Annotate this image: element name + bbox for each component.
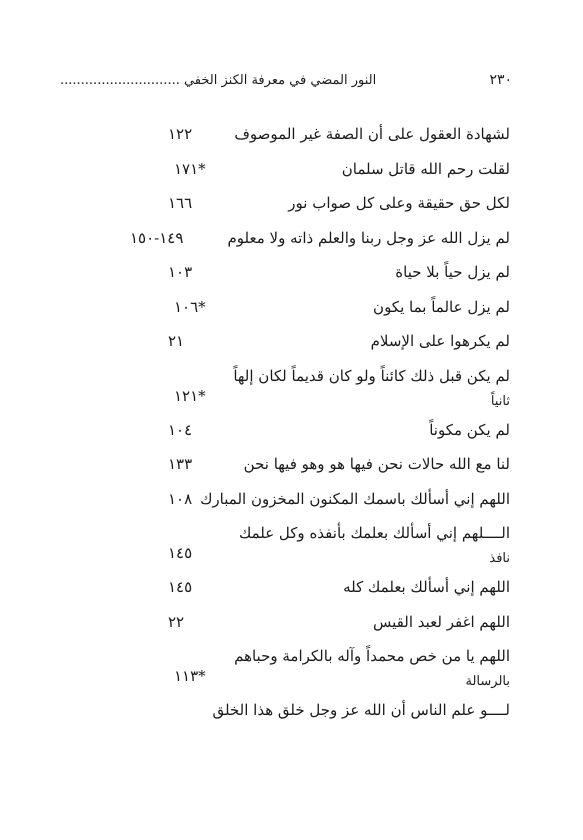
entry-text-continuation: ثانياً — [490, 393, 510, 409]
entry-text: لنا مع الله حالات نحن فيها هو وهو فيها نحن — [243, 455, 510, 473]
page-reference: ٢١ — [168, 332, 185, 350]
page-reference: ٢٢ — [168, 612, 185, 631]
entry-text: لــــو علم الناس أن الله عز وجل خلق هذا الخلق — [212, 701, 510, 719]
page-reference: ١٠٦* — [174, 297, 206, 316]
entry-text-continuation: نافذ — [489, 551, 510, 566]
index-entry — [130, 124, 510, 159]
index-entry — [130, 523, 510, 577]
entry-text: لكل حق حقيقة وعلى كل صواب نور — [288, 194, 510, 212]
page-reference: ١٣٣ — [168, 455, 193, 473]
entry-text: اللهم اغفر لعبد القيس — [373, 612, 510, 631]
entry-text: لشهادة العقول على أن الصفة غير الموصوف — [234, 125, 510, 143]
entry-text: لم يكن قبل ذلك كائناً ولو كان قديماً لكان إلهاً — [233, 366, 510, 385]
index-entry — [130, 489, 510, 524]
page-reference: ١٢١* — [174, 386, 206, 405]
index-entry — [130, 577, 510, 612]
index-entry — [130, 228, 510, 263]
page-reference: ١٧١* — [174, 159, 206, 178]
page-reference: ١٤٥ — [168, 578, 193, 596]
index-entry — [130, 331, 510, 366]
entry-text-continuation: بالرسالة — [465, 674, 510, 689]
page-reference: ١٠٨ — [168, 489, 193, 508]
entry-text: اللهم إني أسألك باسمك المكنون المخزون المبارك — [200, 489, 510, 508]
page-number: ٢٣٠ — [489, 72, 512, 88]
header-title: النور المضي في معرفة الكنز الخفي ............................. — [60, 73, 377, 88]
entry-text: لم يزل حياً بلا حياة — [395, 263, 510, 281]
index-entry — [130, 646, 510, 700]
index-list — [130, 124, 510, 735]
index-entry — [130, 366, 510, 420]
page-reference: ١٦٦ — [168, 194, 193, 212]
entry-text: لم يكرهوا على الإسلام — [370, 332, 510, 350]
index-entry — [130, 159, 510, 194]
entry-text: لقلت رحم الله قاتل سلمان — [341, 159, 510, 178]
page-reference: ١٤٥ — [168, 544, 193, 562]
entry-text: لم يكن مكوناً — [429, 420, 510, 439]
page-reference: ١٠٣ — [168, 263, 193, 281]
entry-text: الــــلهم إني أسألك بعلمك بأنفذه وكل علمك — [238, 524, 510, 542]
running-header — [60, 72, 512, 96]
entry-text: اللهم يا من خص محمداً وآله بالكرامة وحباهم — [234, 647, 510, 665]
index-entry — [130, 420, 510, 455]
index-entry — [130, 454, 510, 489]
entry-text: لم يزل عالماً بما يكون — [373, 297, 510, 316]
page-reference: ١٢٢ — [168, 125, 193, 143]
page-reference: ١٤٩-١٥٠ — [130, 228, 184, 247]
entry-text: لم يزل الله عز وجل ربنا والعلم ذاته ولا معلوم — [227, 228, 510, 247]
index-entry — [130, 700, 510, 735]
index-entry — [130, 262, 510, 297]
index-entry — [130, 612, 510, 647]
index-entry — [130, 193, 510, 228]
page-reference: ١١٣* — [174, 667, 206, 685]
page-reference: ١٠٤ — [168, 420, 193, 439]
entry-text: اللهم إني أسألك بعلمك كله — [343, 578, 510, 596]
index-entry — [130, 297, 510, 332]
